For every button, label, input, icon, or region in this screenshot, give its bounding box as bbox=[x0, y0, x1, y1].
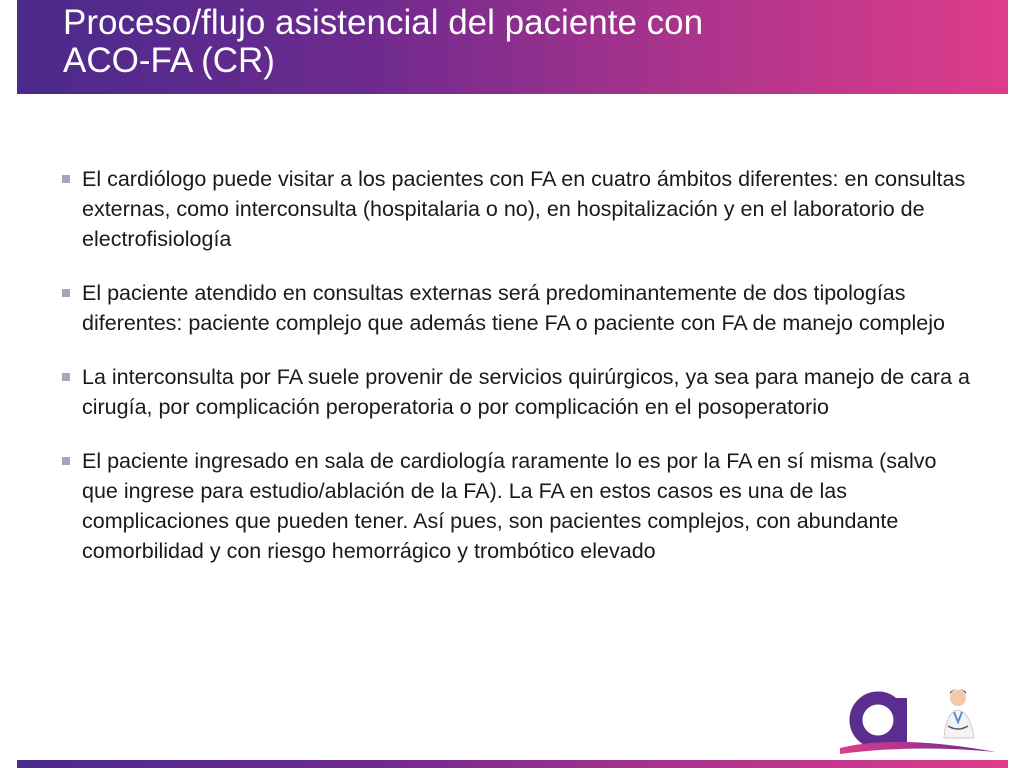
bullet-item bbox=[62, 164, 972, 254]
bullet-square-icon bbox=[62, 289, 70, 297]
bullet-text: El cardiólogo puede visitar a los pacientes con FA en cuatro ámbitos diferentes: en consultas externas, como interconsulta (hospitalaria o no), en hospitalización y en el laboratorio de electrofisiología bbox=[82, 167, 966, 251]
bullet-square-icon bbox=[62, 373, 70, 381]
logo-icon bbox=[836, 682, 1012, 758]
bullet-item bbox=[62, 446, 972, 566]
bullet-item bbox=[62, 362, 972, 422]
bottom-bar bbox=[17, 760, 1008, 768]
bullet-list bbox=[62, 164, 972, 590]
doctor-icon bbox=[944, 689, 974, 738]
bullet-square-icon bbox=[62, 457, 70, 465]
bullet-square-icon bbox=[62, 175, 70, 183]
bullet-text: El paciente ingresado en sala de cardiología raramente lo es por la FA en sí misma (salvo que ingrese para estudio/ablación de la FA). La FA en estos casos es una de las complicaciones que pueden tener. Así pues, son pacientes complejos, con abundante comorbilidad y con riesgo hemorrágico y trombótico elevado bbox=[82, 449, 937, 563]
slide-title: Proceso/flujo asistencial del paciente con ACO-FA (CR) bbox=[63, 3, 704, 80]
bullet-text: El paciente atendido en consultas externas será predominantemente de dos tipologías diferentes: paciente complejo que además tiene FA o paciente con FA de manejo complejo bbox=[82, 281, 945, 335]
bullet-item bbox=[62, 278, 972, 338]
bullet-text: La interconsulta por FA suele provenir de servicios quirúrgicos, ya sea para manejo de cara a cirugía, por complicación peroperatoria o por complicación en el posoperatorio bbox=[82, 365, 970, 419]
